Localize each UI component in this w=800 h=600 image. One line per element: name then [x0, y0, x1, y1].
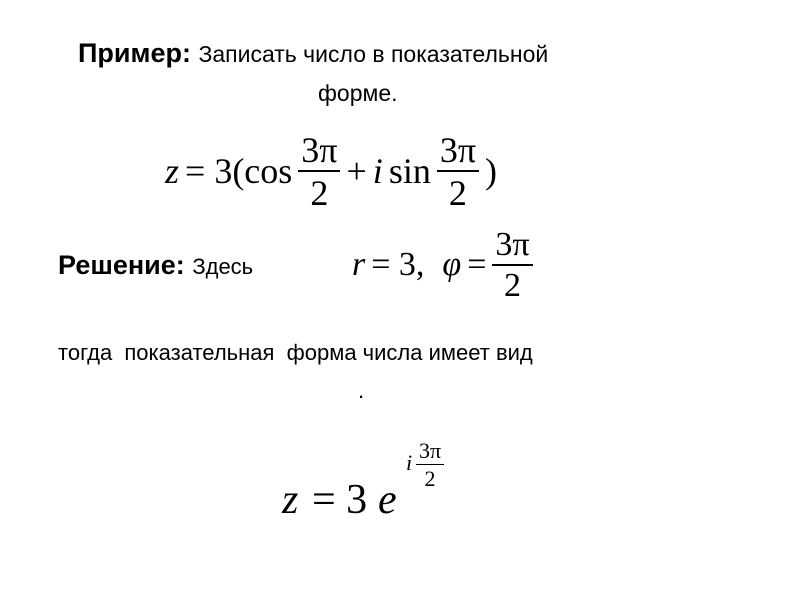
solution-heading	[58, 250, 253, 281]
formula1-fraction-cos	[298, 132, 340, 211]
formula2-phi: φ	[442, 246, 462, 284]
formula2-fraction	[492, 228, 532, 303]
formula1-close: )	[485, 151, 498, 192]
formula1-plus: +	[346, 151, 367, 192]
formula1-i: i	[372, 151, 383, 192]
formula2-frac-den: 2	[504, 266, 521, 304]
formula2-r: r	[352, 246, 366, 284]
formula1-sin: sin	[388, 151, 431, 192]
formula-exp-form	[282, 440, 482, 530]
formula-r-phi	[352, 228, 533, 303]
formula3-frac-den: 2	[424, 466, 436, 491]
formula1-z: z	[165, 151, 180, 192]
formula2-frac-num: 3π	[495, 226, 530, 263]
formula3-eq: = 3	[312, 477, 368, 523]
example-label: Пример:	[78, 38, 191, 68]
formula1-fraction-sin	[437, 132, 479, 211]
example-text-line1: Записать число в показательной	[198, 41, 549, 67]
formula1-frac-num-sin: 3π	[439, 130, 477, 170]
formula3-z: z	[282, 477, 299, 523]
formula1-frac-den-sin: 2	[448, 172, 467, 213]
formula-trig-form	[165, 132, 497, 211]
formula3-exp-fraction	[416, 440, 444, 490]
solution-text: Здесь	[192, 254, 254, 279]
formula1-frac-den-cos: 2	[310, 172, 329, 213]
solution-label: Решение:	[58, 250, 185, 280]
example-heading	[78, 38, 548, 69]
then-text: тогда показательная форма числа имеет вид	[58, 340, 533, 365]
formula2-eq2: =	[467, 246, 487, 284]
formula2-eq1: = 3,	[371, 246, 425, 284]
formula3-exp-i: i	[406, 450, 413, 475]
formula1-eq: = 3(cos	[185, 151, 293, 192]
example-text-line2: форме.	[318, 80, 398, 106]
formula1-frac-num-cos: 3π	[301, 130, 338, 170]
formula3-e: e	[378, 477, 397, 523]
formula3-frac-num: 3π	[419, 438, 442, 463]
trailing-dot: .	[358, 378, 365, 403]
